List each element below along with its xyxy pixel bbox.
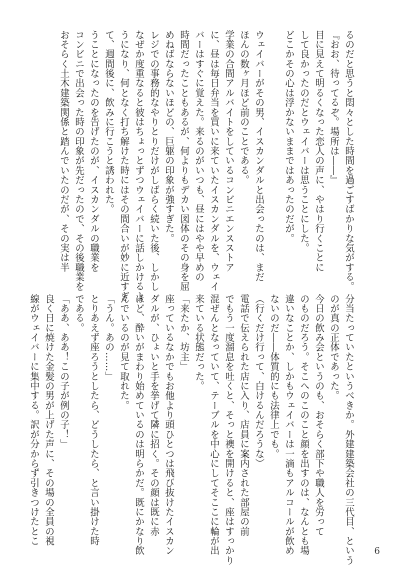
upper-text-block (36, 30, 356, 302)
text-line: 座っているなかでもお他より頭ひとつは飛び抜けたイスカン (163, 294, 174, 556)
text-line: なぜか度重なると彼はちょっとずつウェイバーに話しかけるよ (133, 30, 144, 302)
text-line: ほど、酔いがまわり始めているのは明らかだ。既にかなり飲 (133, 294, 144, 556)
text-line: 線がウェイバーに集中する。訳が分からず引きつけたとこ (28, 294, 39, 546)
text-line: 目に見えて明るくなった恋人の声に、やはり行くことに (313, 30, 324, 273)
text-line: ダルが、ひょいと手を挙げて隣に招く。その顔は既に赤 (148, 294, 159, 537)
text-line: 違いなことか、しかもウェイバーは一滴もアルコールが飲め (283, 294, 294, 556)
text-line: うことになったのを告げたのが、イスカンダルの職業を (88, 30, 99, 273)
text-line: 来ている状態だった。 (193, 294, 204, 391)
text-line: 良く日に焼けた金髪の男が上げた声に、その場の全員の視 (43, 294, 54, 546)
text-line: 混ぜんとなっていて、テーブルを中心にしてそここに輪が出 (208, 294, 219, 556)
text-line: ほんの数ヶ月ほど前のことである。 (238, 30, 249, 186)
text-line: おそらく土木建築関係と踏んでいたのだが、その実は半 (58, 30, 69, 273)
text-line: るのだと思うと悶々とした時間を過ごすばかりな気がする。 (343, 30, 354, 292)
text-line: 『おお、待ってるぞ。場所は――』 (328, 30, 339, 186)
text-line: どこかその心は浮かないままではあったのだが。 (283, 30, 294, 244)
text-line: して良かったのだとウェイバーは思うことにした。 (298, 30, 309, 253)
text-line: 時間だったこともあるが、何よりもデカい図体のその身を屈 (178, 30, 189, 292)
text-line: のものだろう。そこへのこのこと顔を出すのは、なんとも場 (298, 294, 309, 556)
text-line: 学業の合間アルバイトをしているコンビニエンスストア (223, 30, 234, 273)
text-line: レジでの事務的なやりとりだけがしばらく続いた後、しかし (148, 30, 159, 292)
text-line: 分当たっていたというべきか。外建建築会社の三代目、という (343, 294, 354, 566)
text-line: 今日の飲み会というのも、おそらく部下や職人を労って (313, 294, 324, 537)
text-line (266, 30, 281, 272)
text-line: である。 (73, 294, 84, 333)
text-line: コンビニで出会った時の印象が先だったので、その後職業を (73, 30, 84, 292)
text-line: ウェイバーがその男、イスカンダルと出会ったのは、まだ (253, 30, 264, 282)
text-line: 「来たか、坊主」 (178, 294, 189, 372)
text-line: （行くだけ行って、白けるんだろうな） (253, 294, 264, 469)
text-line: 電話で伝えられた店に入り、店員に案内された部屋の前 (238, 294, 249, 537)
lower-text-block (28, 294, 356, 566)
text-line: 「うん。あの……」 (103, 294, 114, 382)
text-line: バーはすぐに覚えた。来るのがいつも、昼にはやや早めの (193, 30, 204, 282)
text-line: に、昼は毎日弁当を買いに来ていたイスカンダルを、ウェイ (208, 30, 219, 292)
text-line: のが真の正体であった。 (328, 294, 339, 401)
text-line: めねばならないほどの、巨躯の印象が強すぎた。 (163, 30, 174, 244)
text-line: て、週間後に、飲みに行こうと誘われた。 (103, 30, 114, 215)
text-line: とりあえず座ろうとしたら、どうしたら、と言い掛けた時 (88, 294, 99, 546)
text-line: でもう一度溜息を吐くと、そっと襖を開けると、座はすっかり (223, 294, 234, 566)
page-number: 6 (374, 547, 380, 557)
text-line: 「ああ、ああ！この子が例の子！」 (58, 294, 69, 450)
text-line: うになり、何となく打ち解けた時にはその間合いが妙に近すぎ (118, 30, 129, 302)
text-line: んでいるのが見て取れた。 (118, 294, 129, 411)
text-line: ないのだ――体質的にも法律上でも。 (268, 294, 279, 459)
